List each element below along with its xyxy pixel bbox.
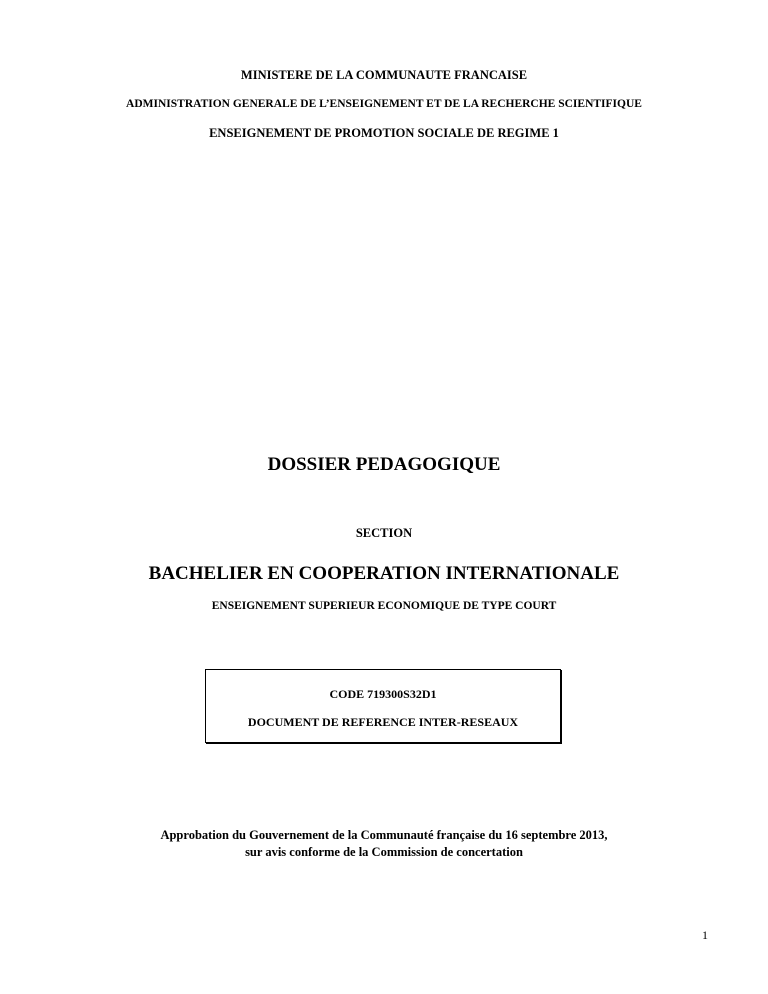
document-reference: DOCUMENT DE REFERENCE INTER-RESEAUX <box>247 715 519 729</box>
approbation-line-2: sur avis conforme de la Commission de concertation <box>245 845 523 859</box>
approbation-line-1: Approbation du Gouvernement de la Communauté française du 16 septembre 2013, <box>160 828 608 842</box>
code-box <box>205 669 561 743</box>
section-label: SECTION <box>355 526 413 540</box>
section-type: ENSEIGNEMENT SUPERIEUR ECONOMIQUE DE TYPE COURT <box>211 600 557 612</box>
ministry-heading: MINISTERE DE LA COMMUNAUTE FRANCAISE <box>240 68 528 82</box>
promotion-heading: ENSEIGNEMENT DE PROMOTION SOCIALE DE REGIME 1 <box>209 126 559 140</box>
administration-heading: ADMINISTRATION GENERALE DE L’ENSEIGNEMENT ET DE LA RECHERCHE SCIENTIFIQUE <box>126 98 642 110</box>
document-title: DOSSIER PEDAGOGIQUE <box>267 454 501 475</box>
section-name: BACHELIER EN COOPERATION INTERNATIONALE <box>148 563 620 584</box>
page-number: 1 <box>702 928 708 942</box>
section-code: CODE 719300S32D1 <box>329 687 437 701</box>
